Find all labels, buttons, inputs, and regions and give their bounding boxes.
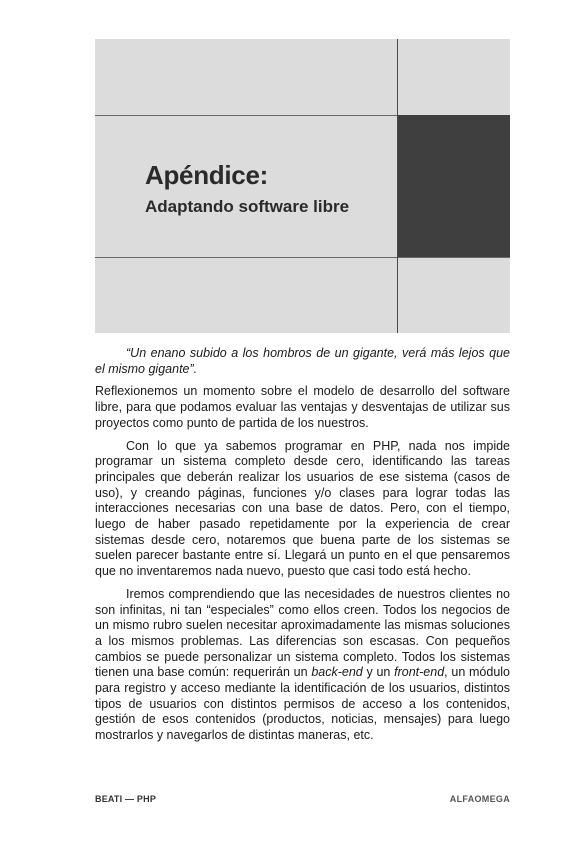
term-front-end: front-end <box>394 665 445 680</box>
paragraph-1: Reflexionemos un momento sobre el modelo de desarrollo del software libre, para que podamos evaluar las ventajas y desventajas de utilizar sus proyectos como punto de partida de los nuestros. <box>95 384 510 430</box>
paragraph-3 <box>95 587 510 744</box>
epigraph-quote: “Un enano subido a los hombros de un gigante, verá más lejos que el mismo gigante”. <box>95 346 510 376</box>
chapter-header-panel <box>95 39 510 333</box>
chapter-subtitle: Adaptando software libre <box>145 197 350 216</box>
footer-book-title: BEATI — PHP <box>95 794 157 804</box>
paragraph-3-part-c: , un módulo para registro y acceso mediante la identificación de los usuarios, distintos tipos de usuarios con distintos permisos de acceso a los contenidos, gestión de esos contenidos (productos, noticias, mensajes) para luego mostrarlos y navegarlos de distintas maneras, etc. <box>95 665 511 743</box>
paragraph-3-part-a: Iremos comprendiendo que las necesidades de nuestros clientes no son infinitas, ni tan “especiales” como ellos creen. Todos los negocios de un mismo rubro suelen necesitar aproximadamente las mismas soluciones a los mismos problemas. Las diferencias son escasas. Con pequeños cambios se puede personalizar un sistema completo. Todos los sistemas tienen una base común: requerirán un <box>95 586 510 680</box>
term-back-end: back-end <box>311 665 363 680</box>
footer-publisher: ALFAOMEGA <box>449 794 510 804</box>
header-dark-block <box>398 115 510 257</box>
chapter-title: Apéndice: <box>145 160 268 190</box>
paragraph-3-part-b: y un <box>362 665 395 680</box>
paragraph-2: Con lo que ya sabemos programar en PHP, nada nos impide programar un sistema completo desde cero, identificando las tareas principales que deberán realizar los usuarios de ese sistema (casos de uso), y creando páginas, funciones y/o clases para lograr todas las interacciones necesarias con una base de datos. Pero, con el tiempo, luego de haber pasado repetidamente por la experiencia de crear sistemas desde cero, notaremos que buena parte de los sistemas se suelen parecer bastante entre sí. Llegará un punto en el que pensaremos que no inventaremos nada nuevo, puesto que casi todo está hecho. <box>95 438 510 579</box>
header-divider-bottom <box>95 257 510 258</box>
body-text <box>95 346 510 751</box>
